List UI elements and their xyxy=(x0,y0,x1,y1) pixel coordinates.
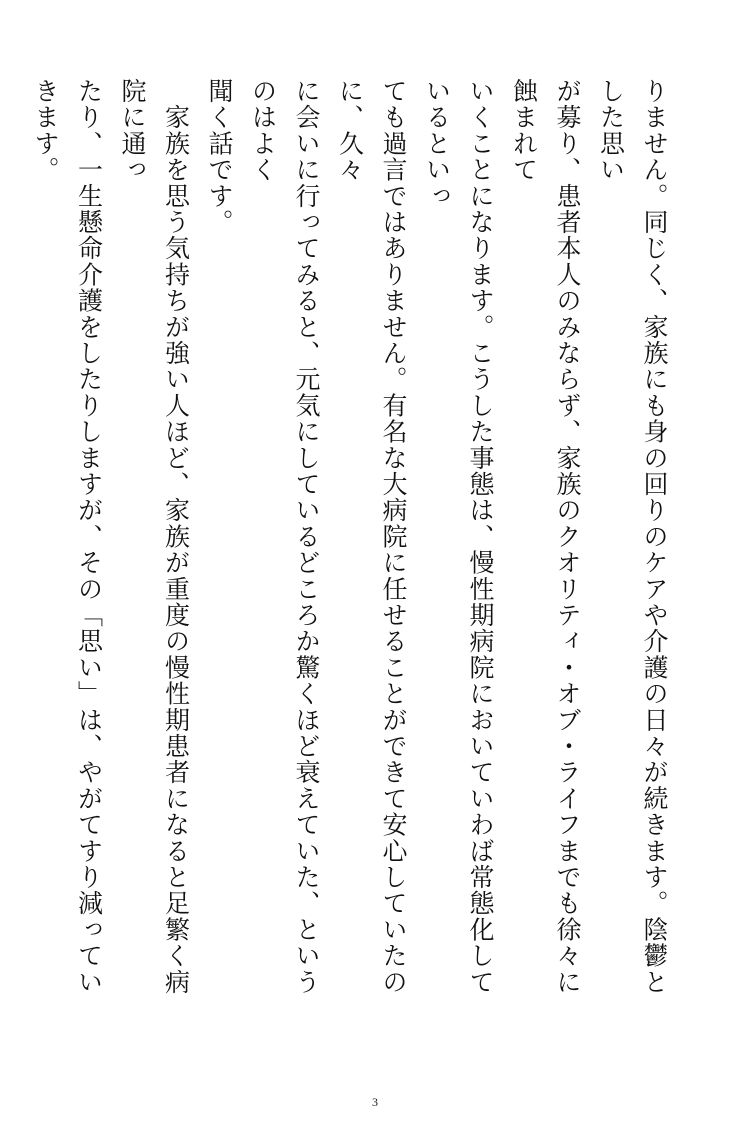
paragraph-1: りません。同じく、家族にも身の回りのケアや介護の日々が続きます。陰鬱とした思い が募り、患者本人のみならず、家族のクオリティ・オブ・ライフまでも徐々に蝕まれて いくことになります。こうした事態は、慢性期病院においていわば常態化しているといっ ても過言ではありません。有名な大病院に任せることができて安心していたのに、久々 に会いに行ってみると、元気にしているどころか驚くほど衰えていた、というのはよく 聞く話です。 xyxy=(205,78,669,995)
paragraph-2: 家族を思う気持ちが強い人ほど、家族が重度の慢性期患者になると足繁く病院に通っ たり、一生懸命介護をしたりしますが、その「思い」は、やがてすり減っていきます。 xyxy=(31,78,191,995)
vertical-text-body xyxy=(31,78,676,1018)
page-number: 3 xyxy=(372,1095,378,1109)
